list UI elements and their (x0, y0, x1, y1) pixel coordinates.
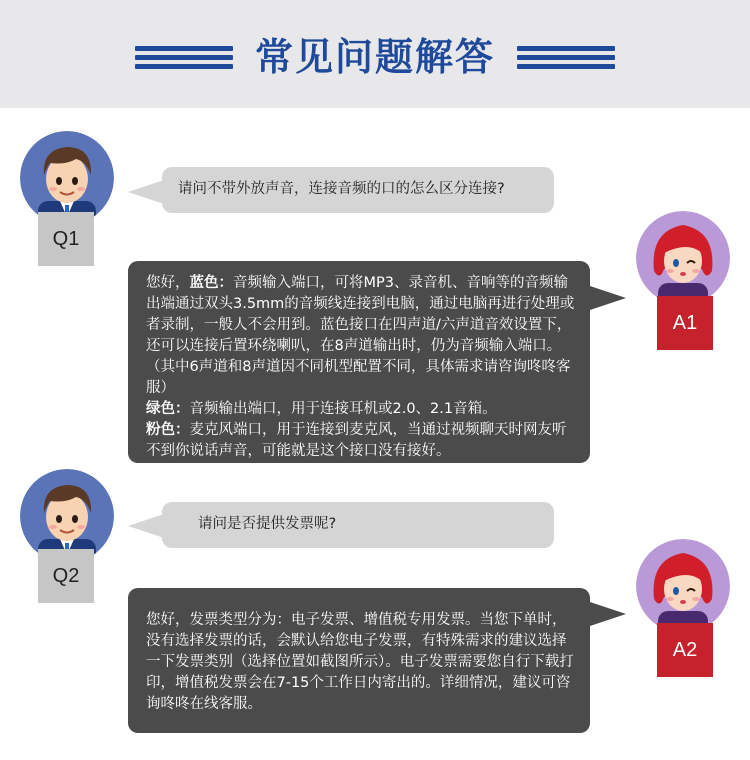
q2-question-bubble (162, 502, 554, 548)
a1-answer-pink (146, 420, 576, 462)
title-right-decoration (517, 44, 615, 70)
a2-bubble-tail (590, 602, 626, 626)
a1-blue-title: 蓝色： (189, 275, 233, 291)
q2-bubble-tail (128, 514, 164, 538)
girl-avatar-icon (636, 539, 730, 633)
page-title: 常见问题解答 (254, 35, 495, 79)
q1-label: Q1 (38, 212, 94, 266)
page-header (0, 0, 750, 108)
boy-avatar-icon (20, 131, 114, 225)
a2-answer-text: 您好，发票类型分为：电子发票、增值税专用发票。当您下单时，没有选择发票的话，会默认给您电子发票，有特殊需求的建议选择一下发票类别（选择位置如截图所示）。电子发票需要您自行下载打印，增值税发票会在7-15个工作日内寄出的。详细情况，建议可咨询咚咚在线客服。 (146, 612, 574, 712)
a1-bubble-tail (590, 286, 626, 310)
girl-avatar-icon (636, 211, 730, 305)
a1-answer-bubble (128, 261, 590, 463)
a1-pink-text: 麦克风端口，用于连接到麦克风，当通过视频聊天时网友听不到你说话声音，可能就是这个接口没有接好。 (146, 422, 567, 459)
a1-answer-green (146, 399, 576, 420)
a2-label: A2 (657, 623, 713, 677)
q1-question-text: 请问不带外放声音，连接音频的口的怎么区分连接? (178, 181, 505, 197)
q2-label: Q2 (38, 549, 94, 603)
title-left-decoration (135, 44, 233, 70)
a1-green-text: 音频输出端口，用于连接耳机或2.0、2.1音箱。 (189, 401, 497, 417)
a1-green-title: 绿色： (146, 401, 190, 417)
title-row (0, 28, 750, 86)
a2-answer-bubble (128, 588, 590, 733)
a1-intro: 您好， (146, 275, 190, 291)
q2-question-text: 请问是否提供发票呢? (198, 516, 337, 532)
a1-pink-title: 粉色： (146, 422, 190, 438)
a1-blue-text: 音频输入端口，可将MP3、录音机、音响等的音频输出端通过双头3.5mm的音频线连接到电脑，通过电脑再进行处理或者录制，一般人不会用到。蓝色接口在四声道/六声道音效设置下，还可以连接后置环绕喇叭，在8声道输出时，仍为音频输入端口。（其中6声道和8声道因不同机型配置不同，具体需求请咨询咚咚客服） (146, 275, 575, 396)
q1-bubble-tail (128, 180, 164, 204)
a1-answer-blue (146, 273, 576, 399)
a1-label: A1 (657, 296, 713, 350)
q1-question-bubble (162, 167, 554, 213)
